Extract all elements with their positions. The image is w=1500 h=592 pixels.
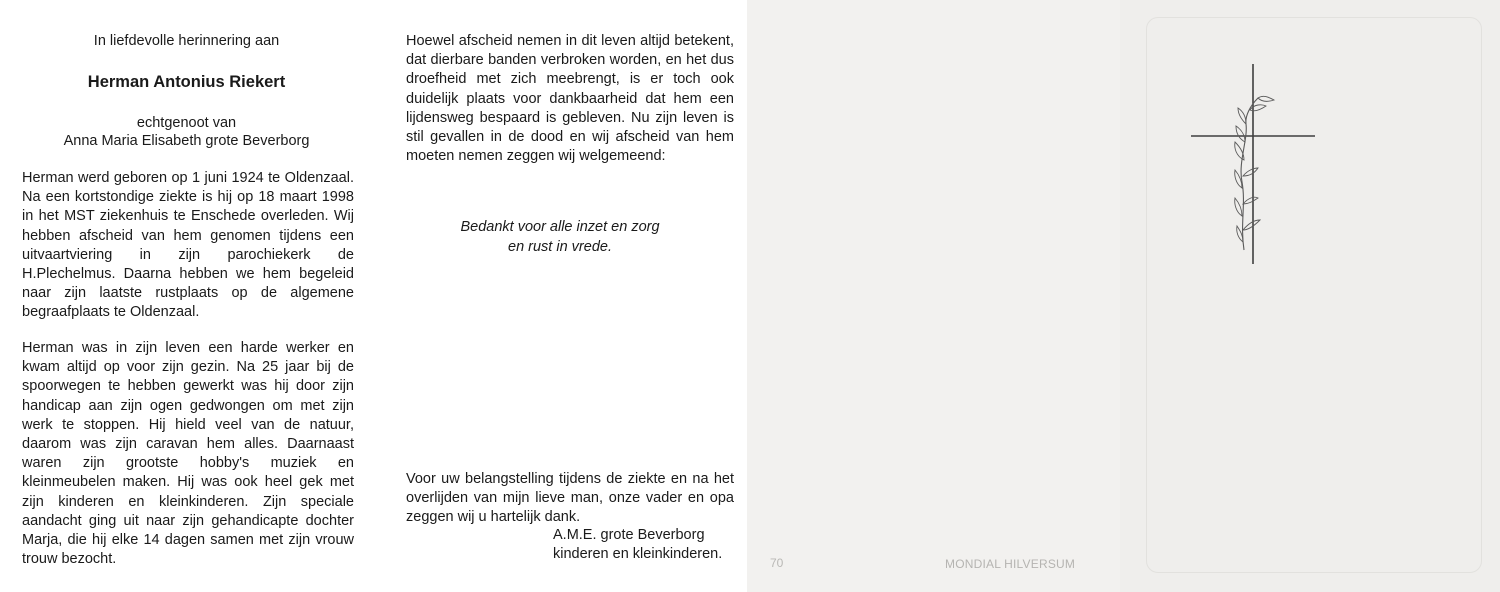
printer-imprint: MONDIAL HILVERSUM [945,557,1076,571]
cross-with-olive-branch-icon [1188,64,1318,268]
life-paragraph: Herman was in zijn leven een harde werker en kwam altijd op voor zijn gezin. Na 25 jaar bij de spoorwegen te hebben gewerkt was hij door zijn handicap aan zijn ogen gedwongen om met zijn werk te stoppen. Hij hield veel van de natuur, daarom was zijn caravan hem alles. Daarnaast waren zijn grootste hobby's muziek en kleinmeubelen maken. Hij was ook heel gek met zijn kinderen en kleinkinderen. Zijn speciale aandacht ging uit naar zijn gehandicapte dochter Marja, die hij elke 14 dagen samen met zijn vrouw trouw bezocht. [22,340,354,568]
thanks-paragraph: Voor uw belangstelling tijdens de ziekte en na het overlijden van mijn lieve man, onze vader en opa zeggen wij u hartelijk dank. [406,471,734,526]
front-cover [1120,0,1500,592]
farewell-paragraph: Hoewel afscheid nemen in dit leven altijd betekent, dat dierbare banden verbroken worden, en het dus droefheid met zich meebrengt, is er toch ook duidelijk plaats voor dankbaarheid dat hem een lijdensweg bespaard is gebleven. Nu zijn leven is stil gevallen in de dood en wij afscheid van hem moeten nemen zeggen wij welgemeend: [406,33,734,165]
quote-line-2: en rust in vrede. [508,239,612,255]
spouse-label: echtgenoot van [136,115,237,131]
page-number: 70 [770,556,784,570]
back-cover [747,0,1120,592]
spouse-name: Anna Maria Elisabeth grote Beverborg [63,133,310,149]
biography-paragraph: Herman werd geboren op 1 juni 1924 te Oldenzaal. Na een kortstondige ziekte is hij op 18 maart 1998 in het MST ziekenhuis te Enschede overleden. Wij hebben afscheid van hem genomen tijdens een uitvaartviering in zijn parochiekerk de H.Plechelmus. Daarna hebben we hem begeleid naar zijn laatste rustplaats op de algemene begraafplaats te Oldenzaal. [22,170,354,321]
signature-line-2: kinderen en kleinkinderen. [553,546,723,562]
inner-right-page [373,0,747,592]
quote-line-1: Bedankt voor alle inzet en zorg [460,219,660,235]
signature-line-1: A.M.E. grote Beverborg [553,527,705,543]
deceased-name: Herman Antonius Riekert [87,73,286,91]
intro-line: In liefdevolle herinnering aan [93,33,280,49]
inner-left-page [0,0,373,592]
